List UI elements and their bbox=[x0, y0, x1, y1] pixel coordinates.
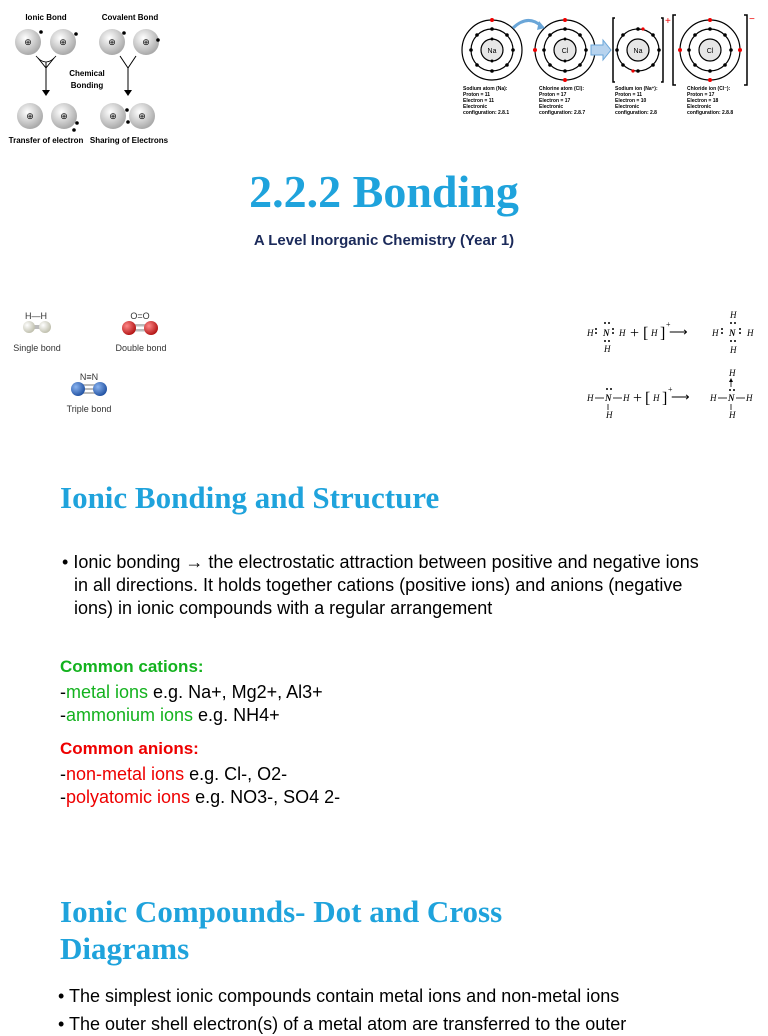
dot-cross-bullet-2 bbox=[58, 1013, 768, 1036]
cl-ion-charge: − bbox=[749, 14, 755, 25]
nh4-struct-h-left: H bbox=[710, 393, 717, 403]
nh3-h-right: H bbox=[619, 328, 626, 338]
cl-atom-caption-4: configuration: 2.8.7 bbox=[539, 110, 586, 116]
bond-types-figure bbox=[8, 308, 188, 420]
nh4-h-top: H bbox=[730, 310, 737, 320]
cl-atom-caption-1: Proton = 17 bbox=[539, 92, 567, 98]
cation-example: e.g. NH4+ bbox=[193, 705, 280, 725]
common-anions-header: Common anions: bbox=[60, 739, 199, 758]
na-ion-caption-2: Electron = 10 bbox=[615, 98, 647, 104]
reaction-arrow-2: ⟶ bbox=[671, 389, 690, 404]
svg-text:⊕: ⊕ bbox=[142, 37, 150, 47]
na-atom-caption-3: Electronic bbox=[463, 104, 488, 110]
triple-bond-label: Triple bond bbox=[66, 404, 112, 414]
nh3-n: N bbox=[603, 328, 610, 338]
svg-text:⊕: ⊕ bbox=[109, 111, 117, 121]
na-atom-caption-1: Proton = 11 bbox=[463, 92, 491, 98]
cation-example: e.g. Na+, Mg2+, Al3+ bbox=[148, 682, 323, 702]
nh4-struct-n: N bbox=[728, 393, 735, 403]
bullet-text: The outer shell electron(s) of a metal atom are transferred to the outer bbox=[68, 1014, 627, 1034]
na-ion-charge: + bbox=[665, 16, 671, 27]
nh4-h-bottom: H bbox=[730, 345, 737, 355]
left-bracket: [ bbox=[643, 325, 649, 342]
bonding-label: Bonding bbox=[70, 81, 104, 90]
proton-charge-2: + bbox=[668, 385, 673, 394]
nh3-struct-h-bottom: H bbox=[606, 410, 613, 420]
chemical-bonding-figure bbox=[8, 10, 168, 150]
na-ion-symbol: Na bbox=[633, 48, 643, 55]
nh3-struct-h-right: H bbox=[623, 393, 630, 403]
plus-sign-2: + bbox=[633, 390, 643, 407]
svg-text:⊕: ⊕ bbox=[60, 111, 68, 121]
cl-ion-caption-3: Electronic bbox=[687, 104, 712, 110]
cl-atom-caption-2: Electron = 17 bbox=[539, 98, 571, 104]
svg-text:⊕: ⊕ bbox=[26, 111, 34, 121]
triple-bond-formula: N≡N bbox=[79, 372, 99, 382]
anion-example: e.g. NO3-, SO4 2- bbox=[190, 787, 341, 807]
nh4-h-right: H bbox=[747, 328, 754, 338]
na-ion-caption-4: configuration: 2.8 bbox=[615, 110, 657, 116]
anion-term: polyatomic ions bbox=[66, 787, 191, 807]
na-ion-caption-1: Proton = 11 bbox=[615, 92, 643, 98]
single-bond-formula: H—H bbox=[25, 311, 47, 321]
svg-text:⊕: ⊕ bbox=[24, 37, 32, 47]
ionic-bonding-term: Ionic bonding bbox=[73, 552, 186, 572]
double-bond-formula: O=O bbox=[130, 311, 150, 321]
anion-example: e.g. Cl-, O2- bbox=[184, 764, 288, 784]
nh4-struct-h-right: H bbox=[746, 393, 753, 403]
single-bond-label: Single bond bbox=[13, 343, 61, 353]
implies-arrow: → bbox=[185, 552, 204, 572]
section-heading-dot-cross bbox=[60, 893, 502, 967]
cl-atom-symbol: Cl bbox=[561, 48, 569, 55]
cation-dash: - bbox=[60, 705, 66, 725]
nacl-electron-transfer-figure bbox=[455, 12, 760, 122]
sharing-of-electrons-label: Sharing of Electrons bbox=[89, 136, 168, 145]
cl-atom-caption-3: Electronic bbox=[539, 104, 564, 110]
proton-h-2: H bbox=[653, 393, 660, 403]
cation-dash: - bbox=[60, 682, 66, 702]
section-heading-ionic-bonding: Ionic Bonding and Structure bbox=[60, 480, 440, 515]
proton-h: H bbox=[651, 328, 658, 338]
cation-term: metal ions bbox=[66, 682, 149, 702]
anion-dash: - bbox=[60, 787, 66, 807]
section-heading-line-2: Diagrams bbox=[60, 931, 190, 966]
svg-text:⊕: ⊕ bbox=[138, 111, 146, 121]
nh4-struct-h-top: H bbox=[729, 368, 736, 378]
reaction-arrow: ⟶ bbox=[669, 324, 688, 339]
anion-item bbox=[60, 786, 340, 809]
bullet-dot: • bbox=[58, 986, 69, 1006]
ionic-bonding-description: the electrostatic attraction between positive and negative ions in all directions. It holds together cations (positive ions) and anions (negative ions) in ionic compounds with a regular arrangement bbox=[74, 552, 699, 618]
covalent-bond-label: Covalent Bond bbox=[101, 13, 159, 22]
bullet-dot: • bbox=[62, 552, 74, 572]
common-cations-header: Common cations: bbox=[60, 657, 204, 676]
right-bracket: ] bbox=[660, 325, 666, 342]
na-atom-symbol: Na bbox=[487, 48, 497, 55]
cl-ion-symbol: Cl bbox=[706, 48, 714, 55]
nh3-struct-n: N bbox=[605, 393, 612, 403]
section-heading-line-1: Ionic Compounds- Dot and Cross bbox=[60, 894, 503, 929]
nh4-h-left: H bbox=[712, 328, 719, 338]
plus-sign: + bbox=[630, 325, 640, 342]
cation-term: ammonium ions bbox=[66, 705, 194, 725]
anion-term: non-metal ions bbox=[66, 764, 185, 784]
cation-item bbox=[60, 681, 323, 704]
ionic-bond-label: Ionic Bond bbox=[25, 13, 67, 22]
right-bracket-2: ] bbox=[662, 390, 668, 407]
dot-cross-bullet-1 bbox=[58, 985, 758, 1008]
transfer-of-electron-label: Transfer of electron bbox=[8, 136, 84, 145]
double-bond-label: Double bond bbox=[115, 343, 167, 353]
ammonium-formation-figure bbox=[583, 305, 763, 425]
nh3-h-left: H bbox=[587, 328, 594, 338]
nh3-struct-h-left: H bbox=[587, 393, 594, 403]
cation-item bbox=[60, 704, 280, 727]
svg-text:⊕: ⊕ bbox=[59, 37, 67, 47]
cl-ion-caption-2: Electron = 18 bbox=[687, 98, 719, 104]
cl-ion-caption-0: Chloride ion (Cl⁻): bbox=[687, 86, 731, 92]
left-bracket-2: [ bbox=[645, 390, 651, 407]
svg-text:⊕: ⊕ bbox=[108, 37, 116, 47]
nh4-n: N bbox=[729, 328, 736, 338]
nh3-h-bottom: H bbox=[604, 344, 611, 354]
na-atom-caption-0: Sodium atom (Na): bbox=[463, 86, 508, 92]
proton-charge: + bbox=[666, 320, 671, 329]
anion-dash: - bbox=[60, 764, 66, 784]
na-atom-caption-4: configuration: 2.8.1 bbox=[463, 110, 510, 116]
page-title: 2.2.2 Bonding bbox=[249, 166, 519, 217]
na-atom-caption-2: Electron = 11 bbox=[463, 98, 494, 104]
cl-ion-caption-4: configuration: 2.8.8 bbox=[687, 110, 734, 116]
cl-atom-caption-0: Chlorine atom (Cl): bbox=[539, 86, 584, 92]
anion-item bbox=[60, 763, 287, 786]
page-subtitle: A Level Inorganic Chemistry (Year 1) bbox=[253, 232, 515, 249]
cl-ion-caption-1: Proton = 17 bbox=[687, 92, 715, 98]
ionic-bonding-definition bbox=[58, 551, 714, 620]
chemical-label: Chemical bbox=[69, 69, 105, 78]
na-ion-caption-3: Electronic bbox=[615, 104, 640, 110]
bullet-text: The simplest ionic compounds contain metal ions and non-metal ions bbox=[68, 986, 620, 1006]
bullet-dot: • bbox=[58, 1014, 69, 1034]
nh4-struct-h-bottom: H bbox=[729, 410, 736, 420]
na-ion-caption-0: Sodium ion (Na⁺): bbox=[615, 86, 658, 92]
